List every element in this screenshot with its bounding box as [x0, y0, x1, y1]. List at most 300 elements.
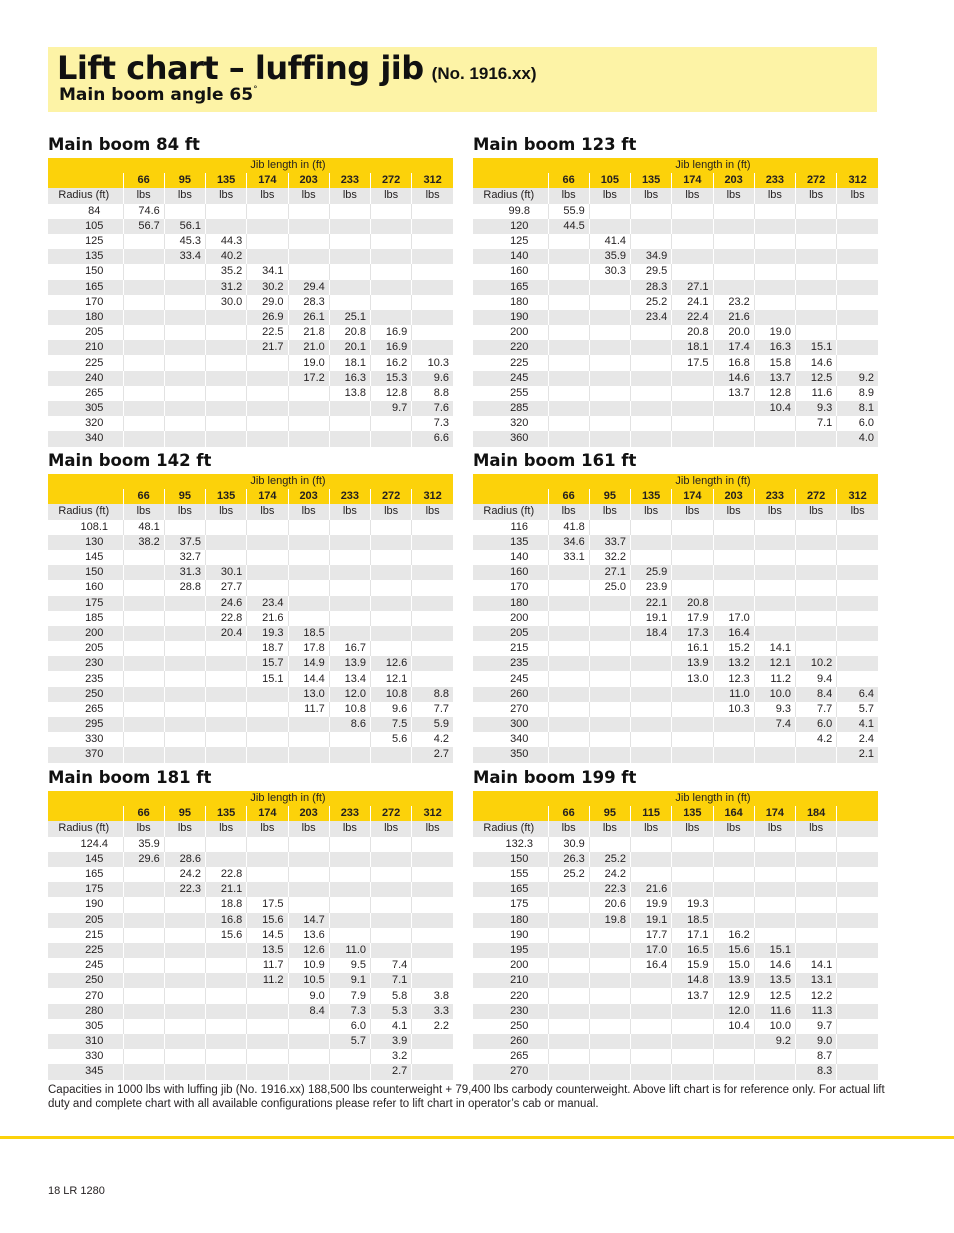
capacity-cell [206, 988, 247, 1003]
capacity-cell [837, 565, 878, 580]
radius-cell: 340 [473, 732, 548, 747]
unit-cell: lbs [164, 188, 205, 203]
capacity-cell [412, 325, 453, 340]
jib-length-cell: 95 [589, 489, 630, 504]
capacity-cell: 16.4 [713, 626, 754, 641]
capacity-cell: 26.9 [247, 310, 288, 325]
capacity-cell [548, 386, 589, 401]
capacity-cell [589, 340, 630, 355]
radius-cell: 125 [48, 234, 123, 249]
capacity-cell: 18.8 [206, 897, 247, 912]
table-row [48, 641, 453, 656]
radius-label: Radius (ft) [473, 188, 548, 203]
capacity-cell [713, 1049, 754, 1064]
capacity-cell [247, 401, 288, 416]
capacity-cell [796, 837, 837, 852]
capacity-cell [631, 687, 672, 702]
jib-length-cell: 95 [164, 489, 205, 504]
capacity-cell [123, 355, 164, 370]
table-row [48, 882, 453, 897]
table-row [48, 340, 453, 355]
capacity-cell: 13.7 [754, 371, 795, 386]
capacity-cell [548, 626, 589, 641]
radius-cell: 225 [48, 943, 123, 958]
capacity-cell [548, 1049, 589, 1064]
capacity-cell [548, 325, 589, 340]
capacity-cell [713, 249, 754, 264]
capacity-cell: 48.1 [123, 520, 164, 535]
capacity-cell [796, 596, 837, 611]
capacity-cell: 10.2 [796, 656, 837, 671]
capacity-cell: 12.1 [754, 656, 795, 671]
capacity-cell: 10.5 [288, 973, 329, 988]
jib-length-cell: 66 [123, 806, 164, 821]
capacity-cell: 9.3 [754, 702, 795, 717]
jib-length-header: Jib length in (ft) [123, 791, 453, 806]
capacity-cell: 14.1 [754, 641, 795, 656]
radius-cell: 245 [473, 671, 548, 686]
capacity-cell [206, 416, 247, 431]
jib-length-cell: 233 [329, 173, 370, 188]
capacity-cell: 9.7 [371, 401, 412, 416]
subtitle-text: Main boom angle 65 [59, 85, 254, 105]
capacity-cell: 4.1 [837, 717, 878, 732]
radius-cell: 285 [473, 401, 548, 416]
capacity-cell [329, 565, 370, 580]
capacity-cell: 31.2 [206, 280, 247, 295]
radius-header-blank [48, 158, 123, 173]
capacity-cell [837, 973, 878, 988]
capacity-cell: 12.8 [754, 386, 795, 401]
table-row [48, 280, 453, 295]
capacity-cell: 9.5 [329, 958, 370, 973]
capacity-cell [206, 401, 247, 416]
capacity-cell [631, 1034, 672, 1049]
radius-cell: 108.1 [48, 520, 123, 535]
table-row [48, 355, 453, 370]
capacity-cell: 21.0 [288, 340, 329, 355]
capacity-cell [589, 973, 630, 988]
capacity-cell: 3.3 [412, 1004, 453, 1019]
capacity-cell [123, 1049, 164, 1064]
panel-heading: Main boom 84 ft [48, 135, 200, 154]
jib-length-cell: 233 [329, 806, 370, 821]
capacity-cell [164, 340, 205, 355]
capacity-cell [796, 913, 837, 928]
capacity-cell [672, 1034, 713, 1049]
capacity-cell: 21.6 [631, 882, 672, 897]
capacity-cell [672, 249, 713, 264]
capacity-cell: 14.6 [713, 371, 754, 386]
capacity-cell: 15.2 [713, 641, 754, 656]
table-row [48, 234, 453, 249]
radius-cell: 235 [473, 656, 548, 671]
capacity-cell [754, 626, 795, 641]
jib-length-cell: 203 [288, 806, 329, 821]
radius-label: Radius (ft) [48, 821, 123, 836]
radius-cell: 132.3 [473, 837, 548, 852]
unit-cell: lbs [123, 821, 164, 836]
unit-cell: lbs [589, 504, 630, 519]
capacity-cell: 44.5 [548, 219, 589, 234]
capacity-cell [796, 325, 837, 340]
capacity-cell [631, 641, 672, 656]
capacity-cell [631, 431, 672, 446]
jib-length-corner [48, 173, 123, 188]
capacity-cell: 16.2 [371, 355, 412, 370]
capacity-cell [329, 1049, 370, 1064]
capacity-cell [837, 928, 878, 943]
capacity-cell [329, 580, 370, 595]
capacity-cell: 20.8 [672, 596, 713, 611]
capacity-cell [371, 928, 412, 943]
capacity-cell [329, 747, 370, 762]
capacity-cell [589, 656, 630, 671]
capacity-cell: 74.6 [123, 204, 164, 219]
capacity-cell [837, 943, 878, 958]
capacity-cell [713, 204, 754, 219]
radius-cell: 145 [48, 550, 123, 565]
capacity-cell [548, 1064, 589, 1079]
unit-cell: lbs [288, 504, 329, 519]
radius-cell: 270 [48, 988, 123, 1003]
capacity-cell: 16.2 [713, 928, 754, 943]
capacity-cell [206, 641, 247, 656]
capacity-cell: 11.6 [754, 1004, 795, 1019]
radius-label: Radius (ft) [48, 188, 123, 203]
capacity-cell [631, 852, 672, 867]
capacity-cell: 28.8 [164, 580, 205, 595]
jib-length-header: Jib length in (ft) [548, 474, 878, 489]
capacity-cell: 17.2 [288, 371, 329, 386]
table-row [48, 1004, 453, 1019]
jib-length-cell: 233 [329, 489, 370, 504]
capacity-cell [754, 520, 795, 535]
capacity-cell [247, 852, 288, 867]
radius-cell: 370 [48, 747, 123, 762]
capacity-cell: 25.2 [589, 852, 630, 867]
capacity-cell [123, 973, 164, 988]
table-row [48, 867, 453, 882]
table-row [473, 988, 878, 1003]
capacity-cell [631, 747, 672, 762]
capacity-cell [371, 295, 412, 310]
capacity-cell: 11.2 [247, 973, 288, 988]
capacity-cell [796, 641, 837, 656]
unit-cell: lbs [589, 821, 630, 836]
capacity-cell [631, 355, 672, 370]
capacity-cell [247, 535, 288, 550]
capacity-cell [329, 401, 370, 416]
radius-cell: 130 [48, 535, 123, 550]
capacity-cell [247, 580, 288, 595]
capacity-cell [371, 535, 412, 550]
jib-length-cell: 95 [164, 173, 205, 188]
table-row [48, 565, 453, 580]
radius-cell: 265 [473, 1049, 548, 1064]
radius-cell: 160 [48, 580, 123, 595]
capacity-cell [412, 535, 453, 550]
capacity-cell: 21.6 [247, 611, 288, 626]
capacity-cell [548, 943, 589, 958]
capacity-cell [288, 852, 329, 867]
radius-cell: 270 [473, 1064, 548, 1079]
capacity-cell: 16.3 [754, 340, 795, 355]
capacity-cell [164, 747, 205, 762]
table-row [48, 732, 453, 747]
jib-length-cell: 66 [123, 489, 164, 504]
capacity-cell [247, 431, 288, 446]
capacity-cell: 30.1 [206, 565, 247, 580]
capacity-cell [288, 535, 329, 550]
capacity-cell: 22.4 [672, 310, 713, 325]
capacity-cell [371, 897, 412, 912]
capacity-cell [329, 280, 370, 295]
capacity-cell: 16.4 [631, 958, 672, 973]
capacity-cell [713, 280, 754, 295]
capacity-cell [206, 1064, 247, 1079]
capacity-cell [837, 310, 878, 325]
radius-cell: 160 [473, 565, 548, 580]
capacity-cell [412, 867, 453, 882]
radius-cell: 150 [473, 852, 548, 867]
capacity-cell [796, 943, 837, 958]
jib-length-cell: 66 [548, 806, 589, 821]
capacity-cell [713, 867, 754, 882]
capacity-cell: 11.7 [288, 702, 329, 717]
table-row [473, 310, 878, 325]
table-row [473, 882, 878, 897]
table-row [48, 535, 453, 550]
radius-cell: 305 [48, 401, 123, 416]
table-row [48, 1034, 453, 1049]
table-row [48, 913, 453, 928]
capacity-cell [247, 371, 288, 386]
capacity-cell [837, 340, 878, 355]
capacity-cell [631, 386, 672, 401]
capacity-cell [548, 249, 589, 264]
capacity-cell [123, 641, 164, 656]
capacity-cell [412, 219, 453, 234]
capacity-cell [754, 837, 795, 852]
capacity-cell: 4.2 [412, 732, 453, 747]
capacity-cell [371, 310, 412, 325]
unit-cell: lbs [247, 188, 288, 203]
capacity-cell [288, 401, 329, 416]
capacity-cell: 7.9 [329, 988, 370, 1003]
capacity-cell: 19.1 [631, 913, 672, 928]
capacity-cell: 19.3 [247, 626, 288, 641]
unit-cell: lbs [589, 188, 630, 203]
capacity-cell: 13.0 [288, 687, 329, 702]
capacity-cell [123, 867, 164, 882]
capacity-cell [206, 431, 247, 446]
capacity-cell: 14.6 [796, 355, 837, 370]
capacity-cell [672, 264, 713, 279]
jib-length-corner [473, 489, 548, 504]
lift-table [473, 474, 878, 763]
capacity-cell: 28.3 [631, 280, 672, 295]
capacity-cell [288, 1019, 329, 1034]
capacity-cell [631, 867, 672, 882]
capacity-cell [837, 641, 878, 656]
table-row [48, 596, 453, 611]
jib-length-cell: 174 [672, 173, 713, 188]
capacity-cell: 15.3 [371, 371, 412, 386]
capacity-cell: 32.2 [589, 550, 630, 565]
radius-cell: 180 [473, 295, 548, 310]
capacity-cell [589, 295, 630, 310]
capacity-cell [548, 340, 589, 355]
page-footer: 18 LR 1280 [48, 1185, 105, 1197]
capacity-cell [672, 837, 713, 852]
capacity-cell [329, 596, 370, 611]
capacity-cell [247, 732, 288, 747]
capacity-cell: 5.7 [837, 702, 878, 717]
capacity-cell: 26.3 [548, 852, 589, 867]
radius-header-blank [48, 474, 123, 489]
capacity-cell [796, 249, 837, 264]
capacity-cell [589, 596, 630, 611]
radius-label: Radius (ft) [48, 504, 123, 519]
capacity-cell [371, 416, 412, 431]
capacity-cell: 17.0 [631, 943, 672, 958]
capacity-cell [123, 431, 164, 446]
capacity-cell [206, 747, 247, 762]
capacity-cell: 4.1 [371, 1019, 412, 1034]
capacity-cell: 32.7 [164, 550, 205, 565]
capacity-cell [164, 325, 205, 340]
capacity-cell [754, 882, 795, 897]
capacity-cell [329, 520, 370, 535]
capacity-cell [123, 249, 164, 264]
radius-cell: 240 [48, 371, 123, 386]
table-row [473, 897, 878, 912]
radius-cell: 190 [48, 897, 123, 912]
table-row [473, 204, 878, 219]
capacity-cell [837, 596, 878, 611]
radius-cell: 140 [473, 249, 548, 264]
capacity-cell: 12.6 [371, 656, 412, 671]
table-row [473, 717, 878, 732]
capacity-cell [589, 687, 630, 702]
capacity-cell: 19.3 [672, 897, 713, 912]
jib-length-header: Jib length in (ft) [548, 158, 878, 173]
capacity-cell [123, 671, 164, 686]
capacity-cell [548, 882, 589, 897]
capacity-cell [123, 626, 164, 641]
jib-length-cell: 66 [548, 173, 589, 188]
unit-cell: lbs [412, 821, 453, 836]
capacity-cell [123, 656, 164, 671]
capacity-cell [589, 401, 630, 416]
capacity-cell: 16.3 [329, 371, 370, 386]
capacity-cell [164, 401, 205, 416]
capacity-cell [631, 837, 672, 852]
table-row [48, 973, 453, 988]
radius-cell: 135 [473, 535, 548, 550]
capacity-cell [123, 1034, 164, 1049]
capacity-cell: 4.2 [796, 732, 837, 747]
capacity-cell [329, 852, 370, 867]
capacity-cell: 9.6 [412, 371, 453, 386]
table-row [473, 550, 878, 565]
radius-cell: 345 [48, 1064, 123, 1079]
jib-length-cell: 164 [713, 806, 754, 821]
jib-length-cell: 272 [371, 806, 412, 821]
capacity-cell [247, 882, 288, 897]
capacity-cell: 11.2 [754, 671, 795, 686]
radius-cell: 245 [473, 371, 548, 386]
radius-cell: 170 [473, 580, 548, 595]
capacity-cell [713, 431, 754, 446]
jib-length-header: Jib length in (ft) [123, 158, 453, 173]
capacity-cell [329, 611, 370, 626]
capacity-cell: 18.5 [288, 626, 329, 641]
table-row [473, 401, 878, 416]
jib-length-cell [837, 806, 878, 821]
capacity-cell: 15.6 [713, 943, 754, 958]
capacity-cell [548, 295, 589, 310]
capacity-cell [754, 1064, 795, 1079]
capacity-cell [589, 958, 630, 973]
table-row [48, 386, 453, 401]
capacity-cell [631, 1049, 672, 1064]
capacity-cell [206, 355, 247, 370]
capacity-cell [548, 565, 589, 580]
capacity-cell [123, 401, 164, 416]
capacity-cell [713, 565, 754, 580]
capacity-cell [548, 913, 589, 928]
capacity-cell [164, 973, 205, 988]
radius-cell: 135 [48, 249, 123, 264]
capacity-cell: 5.6 [371, 732, 412, 747]
capacity-cell: 3.8 [412, 988, 453, 1003]
unit-cell: lbs [123, 504, 164, 519]
radius-cell: 215 [48, 928, 123, 943]
capacity-cell: 10.8 [371, 687, 412, 702]
capacity-cell: 16.8 [713, 355, 754, 370]
jib-length-corner [473, 806, 548, 821]
capacity-cell [206, 973, 247, 988]
capacity-cell [548, 1004, 589, 1019]
capacity-cell [589, 702, 630, 717]
capacity-cell: 4.0 [837, 431, 878, 446]
jib-length-corner [48, 489, 123, 504]
capacity-cell [672, 1019, 713, 1034]
capacity-cell [206, 837, 247, 852]
radius-cell: 230 [473, 1004, 548, 1019]
capacity-cell [288, 431, 329, 446]
capacity-cell: 13.9 [713, 973, 754, 988]
capacity-cell: 25.9 [631, 565, 672, 580]
lift-table [473, 158, 878, 447]
capacity-cell [123, 580, 164, 595]
capacity-cell [123, 702, 164, 717]
table-row [473, 249, 878, 264]
radius-cell: 125 [473, 234, 548, 249]
radius-cell: 300 [473, 717, 548, 732]
radius-cell: 160 [473, 264, 548, 279]
capacity-cell: 15.1 [796, 340, 837, 355]
jib-length-corner [473, 173, 548, 188]
unit-cell: lbs [754, 188, 795, 203]
capacity-cell [371, 520, 412, 535]
capacity-cell [412, 611, 453, 626]
table-row [48, 310, 453, 325]
capacity-cell: 23.2 [713, 295, 754, 310]
capacity-cell [164, 656, 205, 671]
